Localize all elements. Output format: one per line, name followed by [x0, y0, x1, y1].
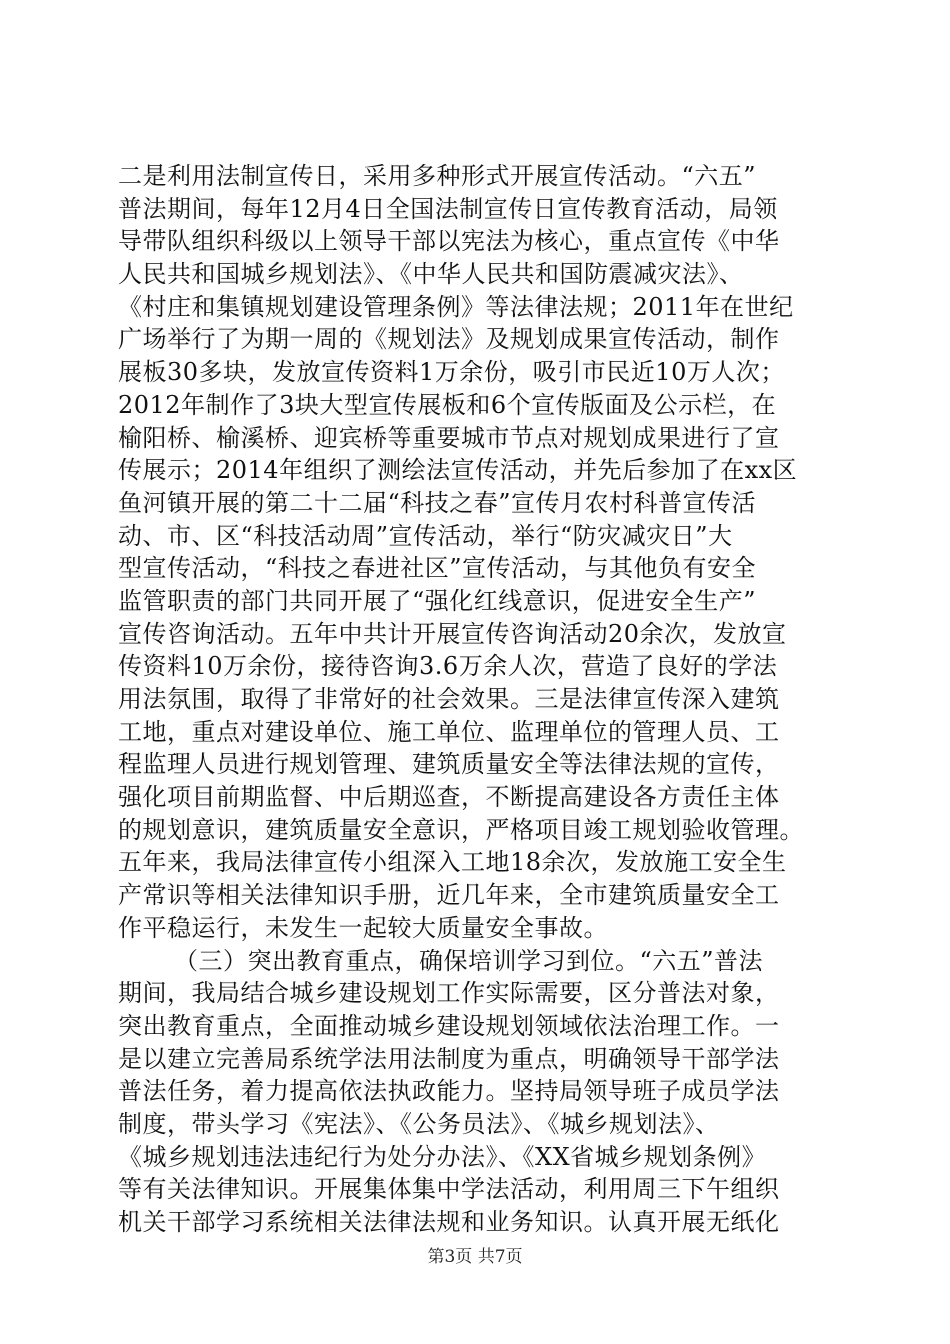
- text-line: 二是利用法制宣传日，采用多种形式开展宣传活动。“六五”: [118, 162, 757, 190]
- text-line: 工地，重点对建设单位、施工单位、监理单位的管理人员、工: [118, 717, 780, 746]
- text-line: 五年来，我局法律宣传小组深入工地18余次，发放施工安全生: [118, 848, 787, 877]
- text-line: 人民共和国城乡规划法》、《中华人民共和国防震减灾法》、: [118, 260, 744, 289]
- document-body: [118, 160, 838, 1239]
- text-line: 传展示；2014年组织了测绘法宣传活动，并先后参加了在xx区: [118, 456, 798, 485]
- text-line: （三）突出教育重点，确保培训学习到位。“六五”普法: [174, 946, 764, 975]
- text-line: 传资料10万余份，接待咨询3.6万余人次，营造了良好的学法: [118, 652, 778, 681]
- text-line: 期间，我局结合城乡建设规划工作实际需要，区分普法对象，: [118, 979, 780, 1008]
- text-line: 广场举行了为期一周的《规划法》及规划成果宣传活动，制作: [118, 325, 780, 354]
- text-line: 等有关法律知识。开展集体集中学法活动，利用周三下午组织: [118, 1175, 780, 1204]
- text-line: 机关干部学习系统相关法律法规和业务知识。认真开展无纸化: [118, 1208, 780, 1236]
- text-line: 的规划意识，建筑质量安全意识，严格项目竣工规划验收管理。: [118, 815, 804, 844]
- text-line: 榆阳桥、榆溪桥、迎宾桥等重要城市节点对规划成果进行了宣: [118, 423, 780, 452]
- text-line: 用法氛围，取得了非常好的社会效果。三是法律宣传深入建筑: [118, 685, 780, 713]
- text-line: 是以建立完善局系统学法用法制度为重点，明确领导干部学法: [118, 1044, 780, 1073]
- text-line: 宣传咨询活动。五年中共计开展宣传咨询活动20余次，发放宣: [118, 619, 787, 648]
- text-line: 程监理人员进行规划管理、建筑质量安全等法律法规的宣传，: [118, 750, 780, 779]
- text-line: 《村庄和集镇规划建设管理条例》等法律法规；2011年在世纪: [118, 292, 794, 321]
- text-line: 展板30多块，发放宣传资料1万余份，吸引市民近10万人次；: [118, 358, 785, 387]
- text-line: 型宣传活动，“科技之春进社区”宣传活动，与其他负有安全: [118, 554, 757, 583]
- text-line: 制度，带头学习《宪法》、《公务员法》、《城乡规划法》、: [118, 1109, 720, 1138]
- text-line: 普法期间，每年12月4日全国法制宣传日宣传教育活动，局领: [118, 194, 778, 223]
- text-line: 作平稳运行，未发生一起较大质量安全事故。: [118, 913, 608, 942]
- text-line: 动、市、区“科技活动周”宣传活动，举行“防灾减灾日”大: [118, 521, 733, 550]
- text-line: 突出教育重点，全面推动城乡建设规划领域依法治理工作。一: [118, 1011, 780, 1040]
- text-line: 普法任务，着力提高依法执政能力。坚持局领导班子成员学法: [118, 1077, 780, 1106]
- page-footer: 第3页 共7页: [427, 1247, 523, 1267]
- text-line: 产常识等相关法律知识手册，近几年来，全市建筑质量安全工: [118, 881, 780, 910]
- text-line: 监管职责的部门共同开展了“强化红线意识，促进安全生产”: [118, 586, 757, 615]
- text-line: 2012年制作了3块大型宣传展板和6个宣传版面及公示栏，在: [118, 390, 777, 419]
- text-line: 鱼河镇开展的第二十二届“科技之春”宣传月农村科普宣传活: [118, 488, 757, 517]
- text-line: 导带队组织科级以上领导干部以宪法为核心，重点宣传《中华: [118, 227, 780, 256]
- text-line: 强化项目前期监督、中后期巡查，不断提高建设各方责任主体: [118, 783, 780, 812]
- text-line: 《城乡规划违法违纪行为处分办法》、《XX省城乡规划条例》: [118, 1142, 767, 1171]
